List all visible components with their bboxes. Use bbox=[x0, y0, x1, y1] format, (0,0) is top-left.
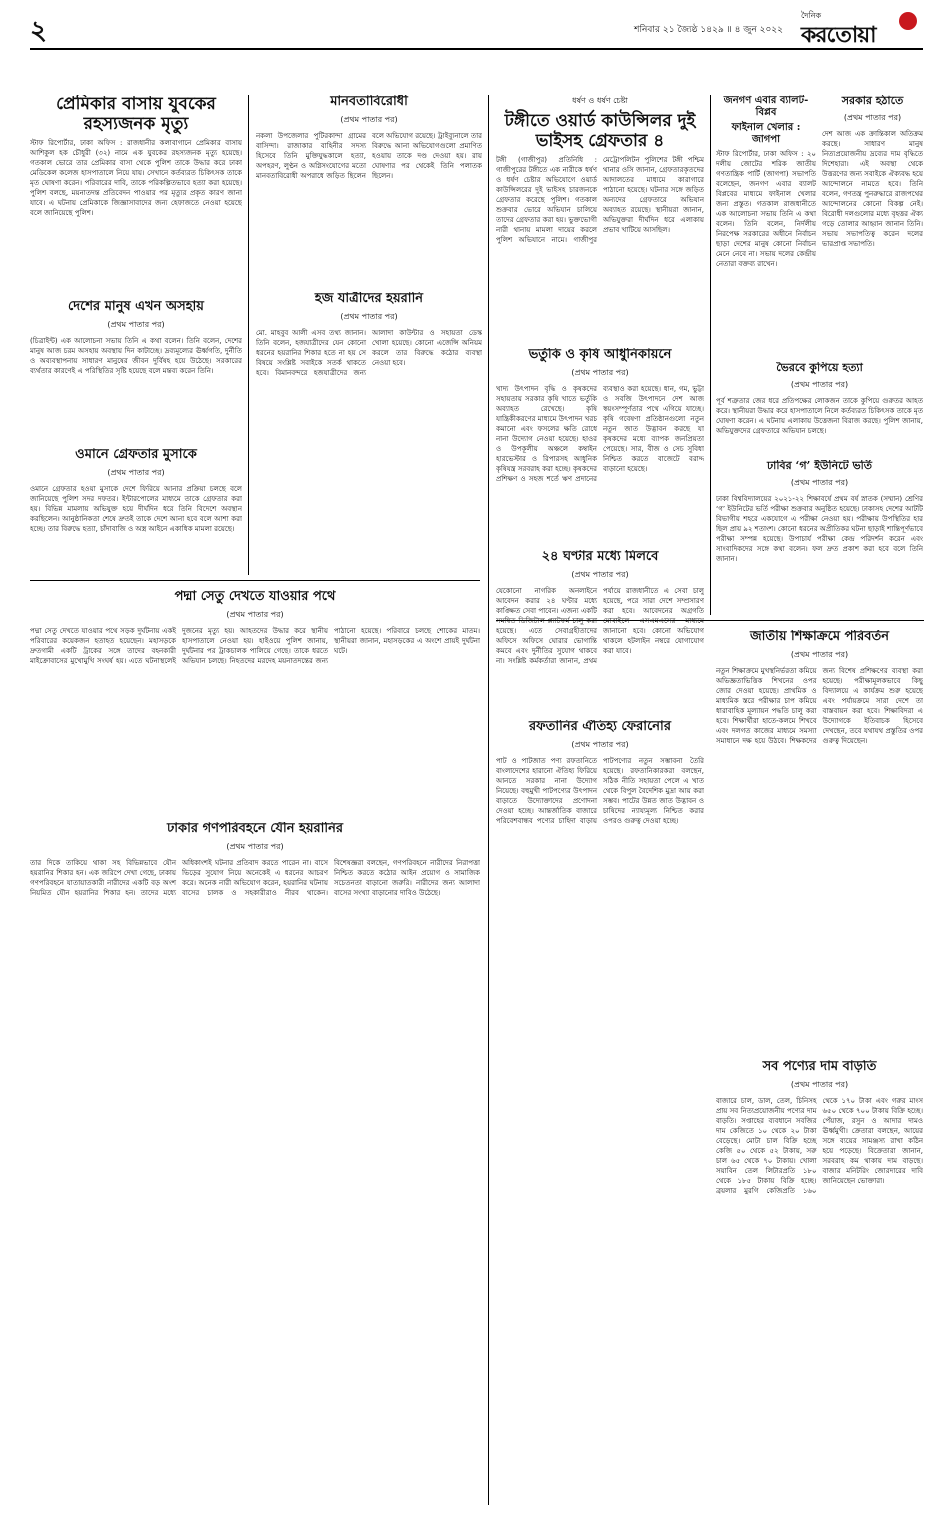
article-body: তার দিকে তাকিয়ে থাকা সহ বিভিন্নভাবে যৌন হয়রানির শিকার হন। এক জরিপে দেখা গেছে, ঢাকায় গণপরিবহনে যাতায়াতকারী নারীদের একটি বড় অংশ নিয়মিত যৌন হয়রানির শিকার হন। তাদের মধ্যে অধিকাংশই ঘটনার প্রতিবাদ করতে পারেন না। বাসে ভিড়ের সুযোগ নিয়ে অনেকেই এ ধরনের আচরণ করে। অনেক নারী অভিযোগ করেন, হয়রানির ঘটনায় বাসের চালক ও সহকারীরাও নীরব থাকেন। বিশেষজ্ঞরা বলছেন, গণপরিবহনে নারীদের নিরাপত্তা নিশ্চিত করতে কঠোর আইন প্রয়োগ ও সামাজিক সচেতনতা বাড়ানো জরুরি। নারীদের জন্য আলাদা বাসের সংখ্যা বাড়ানোর দাবিও উঠেছে। bbox=[30, 858, 480, 897]
headline: প্রেমিকার বাসায় যুবকের রহস্যজনক মৃত্যু bbox=[56, 95, 216, 134]
continued-note: (প্রথম পাতার পর) bbox=[571, 569, 629, 579]
headline: ভর্তুকি ও কৃষি আধুনিকায়নে bbox=[528, 348, 672, 362]
article-shikkhakram bbox=[716, 630, 923, 1050]
headline: ঢাকার গণপরিবহনে যৌন হয়রানির bbox=[166, 822, 344, 836]
headline: রফতানির ঐতিহ্য ফেরানোর bbox=[529, 720, 671, 734]
article-padma bbox=[30, 590, 480, 810]
logo-small-text: দৈনিক bbox=[801, 11, 822, 20]
headline: ২৪ ঘণ্টার মধ্যে মিলবে bbox=[541, 550, 659, 564]
headline: ভৈরবে কুপিয়ে হত্যা bbox=[776, 362, 863, 374]
headline: মানবতাবিরোধী bbox=[330, 95, 408, 109]
article-dabi bbox=[716, 460, 923, 615]
page-number: ২ bbox=[30, 16, 47, 46]
article-body: দেশ আজ এক ক্রান্তিকাল অতিক্রম করছে। সাধারণ মানুষ নিত্যপ্রয়োজনীয় দ্রব্যের দাম বৃদ্ধিতে দিশেহারা। এই অবস্থা থেকে উত্তরণের জন্য সবাইকে ঐক্যবদ্ধ হয়ে আন্দোলনে নামতে হবে। তিনি বলেন, গণতন্ত্র পুনরুদ্ধারে রাজপথের আন্দোলনের কোনো বিকল্প নেই। বিরোধী দলগুলোর মধ্যে বৃহত্তর ঐক্য গড়ে তোলার আহ্বান জানান তিনি। সভায় সভাপতিত্ব করেন দলের ভারপ্রাপ্ত সভাপতি। bbox=[822, 129, 923, 248]
headline: পদ্মা সেতু দেখতে যাওয়ার পথে bbox=[174, 590, 336, 604]
article-body: স্টাফ রিপোর্টার, ঢাকা অফিস : ২০ দলীয় জোটের শরিক জাতীয় গণতান্ত্রিক পার্টি (জাগপা) সভাপতি বলেছেন, জনগণ এবার ব্যালট বিপ্লবের মাধ্যমে ফাইনাল খেলার জন্য প্রস্তুত। গতকাল রাজধানীতে এক আলোচনা সভায় তিনি এ কথা বলেন। তিনি বলেন, নির্দলীয় নিরপেক্ষ সরকারের অধীনে নির্বাচন ছাড়া দেশের মানুষ কোনো নির্বাচন মেনে নেবে না। সভায় দলের কেন্দ্রীয় নেতারা বক্তব্য রাখেন। bbox=[716, 150, 816, 268]
article-manobota bbox=[256, 95, 482, 285]
article-krishi bbox=[496, 348, 704, 543]
headline: সব পণ্যের দাম বাড়তি bbox=[762, 1060, 877, 1074]
continued-note: (প্রথম পাতার পর) bbox=[790, 379, 849, 389]
continued-note: (প্রথম পাতার পর) bbox=[226, 841, 284, 851]
article-body: পদ্মা সেতু দেখতে যাওয়ার পথে সড়ক দুর্ঘটনায় একই পরিবারের কয়েকজন হতাহত হয়েছেন। মহাসড়কে দ্রুতগামী একটি ট্রাকের সঙ্গে তাদের বহনকারী মাইক্রোবাসের মুখোমুখি সংঘর্ষ হয়। এতে ঘটনাস্থলেই দুজনের মৃত্যু হয়। আহতদের উদ্ধার করে স্থানীয় হাসপাতালে নেওয়া হয়। হাইওয়ে পুলিশ জানায়, দুর্ঘটনার পর ট্রাকচালক পালিয়ে গেছে। তাকে ধরতে অভিযান চলছে। নিহতদের মরদেহ ময়নাতদন্তের জন্য পাঠানো হয়েছে। পরিবারে চলছে শোকের মাতম। স্থানীয়রা জানান, মহাসড়কের এ অংশে প্রায়ই দুর্ঘটনা ঘটে। bbox=[30, 626, 480, 665]
continued-note: (প্রথম পাতার পর) bbox=[107, 467, 165, 477]
article-gono bbox=[30, 822, 480, 1502]
continued-note: (প্রথম পাতার পর) bbox=[340, 114, 398, 124]
headline: ঢাবির ‘গ’ ইউনিটে ভর্তি bbox=[766, 460, 873, 472]
continued-note: (প্রথম পাতার পর) bbox=[790, 477, 849, 487]
article-body: খাদ্য উৎপাদন বৃদ্ধি ও কৃষকদের সহায়তায় সরকার কৃষি খাতে ভর্তুকি অব্যাহত রেখেছে। কৃষি যান্ত্রিকীকরণের মাধ্যমে উৎপাদন খরচ কমানো এবং ফসলের ক্ষতি রোধে নানা উদ্যোগ নেওয়া হয়েছে। হাওর ও উপকূলীয় অঞ্চলে কম্বাইন হারভেস্টার ও রিপারসহ আধুনিক কৃষিযন্ত্র সরবরাহ করা হচ্ছে। কৃষকদের প্রশিক্ষণ ও সহজ শর্তে ঋণ প্রদানের ব্যবস্থাও করা হয়েছে। ধান, গম, ভুট্টা ও সবজি উৎপাদনে দেশ আজ স্বয়ংসম্পূর্ণতার পথে এগিয়ে যাচ্ছে। কৃষি গবেষণা প্রতিষ্ঠানগুলো নতুন নতুন জাত উদ্ভাবন করছে যা কৃষকদের মধ্যে ব্যাপক জনপ্রিয়তা পেয়েছে। সার, বীজ ও সেচ সুবিধা নিশ্চিত করতে বাজেটে বরাদ্দ বাড়ানো হয়েছে। bbox=[496, 384, 704, 483]
headline: ওমানে গ্রেফতার মুসাকে bbox=[75, 448, 197, 462]
article-bhairob bbox=[716, 362, 923, 452]
article-hajj bbox=[256, 292, 482, 572]
article-body: স্টাফ রিপোর্টার, ঢাকা অফিস : রাজধানীর কলাবাগানে প্রেমিকার বাসায় আশিকুল হক চৌধুরী (৩২) নামে এক যুবকের রহস্যজনক মৃত্যু হয়েছে। গতকাল ভোরে তার প্রেমিকার বাসা থেকে পুলিশ তাকে উদ্ধার করে ঢাকা মেডিকেল কলেজ হাসপাতালে নিয়ে যায়। সেখানে কর্তব্যরত চিকিৎসক তাকে মৃত ঘোষণা করেন। পরিবারের দাবি, তাকে পরিকল্পিতভাবে হত্যা করা হয়েছে। পুলিশ বলছে, ময়নাতদন্ত প্রতিবেদন পাওয়ার পর মৃত্যুর প্রকৃত কারণ জানা যাবে। এ ঘটনায় প্রেমিকাকে জিজ্ঞাসাবাদের জন্য হেফাজতে নেওয়া হয়েছে বলে জানিয়েছে পুলিশ। bbox=[30, 139, 242, 218]
continued-note: (প্রথম পাতার পর) bbox=[226, 609, 284, 619]
kicker: ধর্ষণ ও ধর্ষণ চেষ্টা bbox=[572, 96, 628, 105]
article-body: বাজারে চাল, ডাল, তেল, চিনিসহ প্রায় সব নিত্যপ্রয়োজনীয় পণ্যের দাম বাড়তি। সপ্তাহের ব্যবধানে সবজির দাম কেজিতে ১০ থেকে ২০ টাকা বেড়েছে। মোটা চাল বিক্রি হচ্ছে কেজি ৫০ থেকে ৫২ টাকায়, সরু চাল ৬৫ থেকে ৭০ টাকায়। খোলা সয়াবিন তেল লিটারপ্রতি ১৮০ থেকে ১৮৫ টাকায় বিক্রি হচ্ছে। ব্রয়লার মুরগি কেজিপ্রতি ১৬০ থেকে ১৭০ টাকা এবং গরুর মাংস ৬৫০ থেকে ৭০০ টাকায় বিক্রি হচ্ছে। পেঁয়াজ, রসুন ও আদার দামও ঊর্ধ্বমুখী। ক্রেতারা বলছেন, আয়ের সঙ্গে ব্যয়ের সামঞ্জস্য রাখা কঠিন হয়ে পড়েছে। বিক্রেতারা জানান, সরবরাহ কম থাকায় দাম বাড়ছে। বাজার মনিটরিং জোরদারের দাবি জানিয়েছেন ভোক্তারা। bbox=[716, 1096, 923, 1195]
article-sarkar bbox=[822, 95, 923, 355]
logo-name: করতোয়া bbox=[801, 22, 876, 48]
date-line: শনিবার ২১ জ্যৈষ্ঠ ১৪২৯ ॥ ৪ জুন ২০২২ bbox=[634, 25, 783, 35]
sub-headline: ফাইনাল খেলার : জাগপা bbox=[731, 122, 801, 145]
headline: হজ যাত্রীদের হয়রানি bbox=[314, 292, 424, 306]
masthead bbox=[30, 8, 923, 50]
continued-note: (প্রথম পাতার পর) bbox=[843, 112, 902, 122]
section-rule bbox=[30, 580, 480, 581]
continued-note: (প্রথম পাতার পর) bbox=[107, 319, 165, 329]
continued-note: (প্রথম পাতার পর) bbox=[571, 739, 629, 749]
continued-note: (প্রথম পাতার পর) bbox=[790, 649, 849, 659]
column-rule bbox=[248, 95, 249, 575]
article-body: ওমানে গ্রেফতার হওয়া মুসাকে দেশে ফিরিয়ে আনার প্রক্রিয়া চলছে বলে জানিয়েছে পুলিশ সদর দফতর। ইন্টারপোলের মাধ্যমে তাকে গ্রেফতার করা হয়। বিভিন্ন মামলায় অভিযুক্ত হয়ে দীর্ঘদিন ধরে তিনি বিদেশে অবস্থান করছিলেন। আনুষ্ঠানিকতা শেষে দ্রুতই তাকে দেশে আনা হবে বলে আশা করা হচ্ছে। তার বিরুদ্ধে হত্যা, চাঁদাবাজি ও অস্ত্র আইনে একাধিক মামলা রয়েছে। bbox=[30, 484, 242, 533]
article-omane bbox=[30, 448, 242, 576]
article-body: পূর্ব শত্রুতার জের ধরে প্রতিপক্ষের লোকজন তাকে কুপিয়ে গুরুতর আহত করে। স্থানীয়রা উদ্ধার করে হাসপাতালে নিলে কর্তব্যরত চিকিৎসক তাকে মৃত ঘোষণা করেন। এ ঘটনায় এলাকায় উত্তেজনা বিরাজ করছে। পুলিশ জানায়, অভিযুক্তদের গ্রেফতারে অভিযান চলছে। bbox=[716, 396, 923, 435]
article-body: ঢাকা বিশ্ববিদ্যালয়ের ২০২১-২২ শিক্ষাবর্ষে প্রথম বর্ষ স্নাতক (সম্মান) শ্রেণির ‘গ’ ইউনিটের ভর্তি পরীক্ষা শুক্রবার অনুষ্ঠিত হয়েছে। ঢাকাসহ দেশের আটটি বিভাগীয় শহরে একযোগে এ পরীক্ষা নেওয়া হয়। পরীক্ষায় উপস্থিতির হার ছিল প্রায় ৯২ শতাংশ। কোনো ধরনের অপ্রীতিকর ঘটনা ছাড়াই শান্তিপূর্ণভাবে পরীক্ষা সম্পন্ন হয়েছে। উপাচার্য পরীক্ষা কেন্দ্র পরিদর্শন করেন এবং সাংবাদিকদের সঙ্গে কথা বলেন। ফল দ্রুত প্রকাশ করা হবে বলে তিনি জানান। bbox=[716, 494, 923, 563]
headline: জাতীয় শিক্ষাক্রমে পরিবর্তন bbox=[749, 630, 890, 644]
headline: টঙ্গীতে ওয়ার্ড কাউন্সিলর দুই ভাইসহ গ্রেফতার ৪ bbox=[504, 111, 696, 151]
article-body: মো. মাহবুব আলী এসব তথ্য জানান। তিনি বলেন, হজযাত্রীদের যেন কোনো ধরনের হয়রানির শিকার হতে না হয় সে বিষয়ে সংশ্লিষ্ট সবাইকে সতর্ক থাকতে হবে। বিমানবন্দরে হজযাত্রীদের জন্য আলাদা কাউন্টার ও সহায়তা ডেস্ক খোলা হয়েছে। কোনো এজেন্সি অনিয়ম করলে তার বিরুদ্ধে কঠোর ব্যবস্থা নেওয়া হবে। bbox=[256, 328, 482, 377]
column-rule bbox=[488, 95, 489, 1505]
logo-sun-icon bbox=[899, 12, 917, 30]
headline: দেশের মানুষ এখন অসহায় bbox=[68, 300, 204, 314]
article-body: টঙ্গী (গাজীপুর) প্রতিনিধি : গাজীপুরের টঙ্গীতে এক নারীকে ধর্ষণ ও ধর্ষণ চেষ্টার অভিযোগে ওয়ার্ড কাউন্সিলরের দুই ভাইসহ চারজনকে গ্রেফতার করেছে পুলিশ। গতকাল শুক্রবার ভোরে অভিযান চালিয়ে তাদের গ্রেফতার করা হয়। ভুক্তভোগী নারী থানায় মামলা দায়ের করলে পুলিশ অভিযানে নামে। গাজীপুর মেট্রোপলিটন পুলিশের টঙ্গী পশ্চিম থানার ওসি জানান, গ্রেফতারকৃতদের আদালতের মাধ্যমে কারাগারে পাঠানো হয়েছে। ঘটনার সঙ্গে জড়িত অন্যদের গ্রেফতারে অভিযান অব্যাহত রয়েছে। স্থানীয়রা জানান, অভিযুক্তরা দীর্ঘদিন ধরে এলাকায় প্রভাব খাটিয়ে আসছিল। bbox=[496, 156, 704, 245]
headline: সরকার হঠাতে bbox=[841, 95, 904, 107]
headline: জনগণ এবার ব্যালট-বিপ্লব bbox=[723, 95, 809, 118]
article-body: পাট ও পাটজাত পণ্য রফতানিতে বাংলাদেশের হারানো ঐতিহ্য ফিরিয়ে আনতে সরকার নানা উদ্যোগ নিয়েছে। বহুমুখী পাটপণ্যের উৎপাদন বাড়াতে উদ্যোক্তাদের প্রণোদনা দেওয়া হচ্ছে। আন্তর্জাতিক বাজারে পরিবেশবান্ধব পণ্যের চাহিদা বাড়ায় পাটপণ্যের নতুন সম্ভাবনা তৈরি হয়েছে। রফতানিকারকরা বলছেন, সঠিক নীতি সহায়তা পেলে এ খাত থেকে বিপুল বৈদেশিক মুদ্রা আয় করা সম্ভব। পাটের উন্নত জাত উদ্ভাবন ও চাষিদের ন্যায্যমূল্য নিশ্চিত করার ওপরও গুরুত্ব দেওয়া হচ্ছে। bbox=[496, 756, 704, 825]
article-deshermanush bbox=[30, 300, 242, 440]
article-ballot bbox=[716, 95, 816, 355]
article-rafotani bbox=[496, 720, 704, 1500]
article-dam bbox=[716, 1060, 923, 1500]
article-body: যেকোনো নাগরিক অনলাইনে আবেদন করার ২৪ ঘণ্টার মধ্যে কাঙ্ক্ষিত সেবা পাবেন। এজন্য একটি সমন্বিত ডিজিটাল প্ল্যাটফর্ম চালু করা হয়েছে। এতে সেবাগ্রহীতাদের অফিসে অফিসে ঘোরার ভোগান্তি কমবে এবং দুর্নীতির সুযোগ থাকবে না। সংশ্লিষ্ট কর্মকর্তারা জানান, প্রথম পর্যায়ে রাজধানীতে এ সেবা চালু হয়েছে, পরে সারা দেশে সম্প্রসারণ করা হবে। আবেদনের অগ্রগতি মোবাইলে এসএমএসের মাধ্যমে জানানো হবে। কোনো অভিযোগ থাকলে হটলাইন নম্বরে যোগাযোগ করা যাবে। bbox=[496, 586, 704, 665]
continued-note: (প্রথম পাতার পর) bbox=[571, 367, 629, 377]
article-premika bbox=[30, 95, 242, 295]
continued-note: (প্রথম পাতার পর) bbox=[340, 311, 398, 321]
newspaper-logo bbox=[795, 8, 923, 46]
article-body: নতুন শিক্ষাক্রমে মুখস্থনির্ভরতা কমিয়ে অভিজ্ঞতাভিত্তিক শিখনের ওপর জোর দেওয়া হয়েছে। প্রাথমিক ও মাধ্যমিক স্তরে পরীক্ষার চাপ কমিয়ে ধারাবাহিক মূল্যায়ন পদ্ধতি চালু করা হবে। শিক্ষার্থীরা হাতে-কলমে শিখবে এবং দলগত কাজের মাধ্যমে সমস্যা সমাধানে দক্ষ হয়ে উঠবে। শিক্ষকদের জন্য বিশেষ প্রশিক্ষণের ব্যবস্থা করা হয়েছে। পরীক্ষামূলকভাবে কিছু বিদ্যালয়ে এ কার্যক্রম শুরু হয়েছে এবং পর্যায়ক্রমে সারা দেশে তা বাস্তবায়ন করা হবে। শিক্ষাবিদরা এ উদ্যোগকে ইতিবাচক হিসেবে দেখছেন, তবে যথাযথ প্রস্তুতির ওপর গুরুত্ব দিয়েছেন। bbox=[716, 666, 923, 745]
column-rule bbox=[710, 95, 711, 615]
continued-note: (প্রথম পাতার পর) bbox=[790, 1079, 849, 1089]
article-body: নকলা উপজেলার পুটিরকান্দা গ্রামের বাসিন্দা। রাজাকার বাহিনীর সদস্য হিসেবে তিনি মুক্তিযুদ্ধকালে হত্যা, অপহরণ, লুণ্ঠন ও অগ্নিসংযোগের মতো মানবতাবিরোধী অপরাধে জড়িত ছিলেন বলে অভিযোগ রয়েছে। ট্রাইব্যুনালে তার বিরুদ্ধে আনা অভিযোগগুলো প্রমাণিত হওয়ায় তাকে দণ্ড দেওয়া হয়। রায় ঘোষণার পর থেকেই তিনি পলাতক ছিলেন। bbox=[256, 131, 482, 180]
article-body: (চিত্রাইন্ট) এক আলোচনা সভায় তিনি এ কথা বলেন। তিনি বলেন, দেশের মানুষ আজ চরম অসহায় অবস্থায় দিন কাটাচ্ছে। দ্রব্যমূল্যের ঊর্ধ্বগতি, দুর্নীতি ও অব্যবস্থাপনায় সাধারণ মানুষের জীবন দুর্বিষহ হয়ে উঠেছে। সরকারের ব্যর্থতার কারণেই এ পরিস্থিতির সৃষ্টি হয়েছে বলে মন্তব্য করেন তিনি। bbox=[30, 336, 242, 375]
article-ghonta24 bbox=[496, 550, 704, 710]
article-tongi bbox=[496, 95, 704, 340]
